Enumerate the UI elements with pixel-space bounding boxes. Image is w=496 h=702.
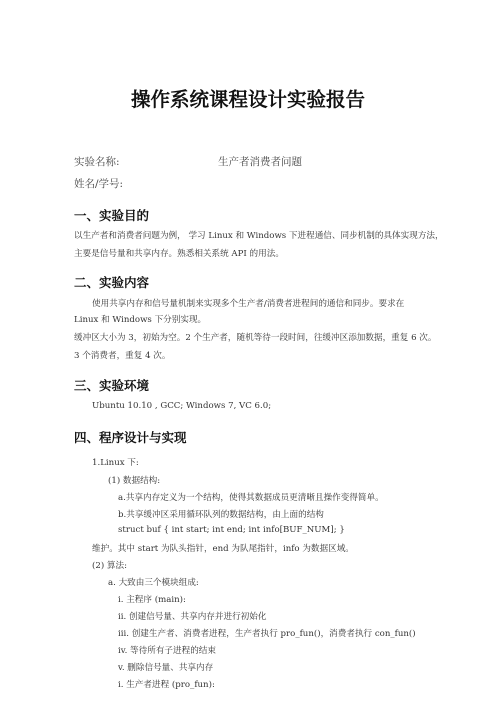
section-heading-content: 二、实验内容 (74, 275, 150, 290)
design-line-producer: i. 生产者进程 (pro_fun): (118, 680, 215, 690)
student-id-label: 姓名/学号: (74, 178, 124, 190)
design-line-maintain: 维护。其中 start 为队头指针，end 为队尾指针，info 为数据区域。 (92, 544, 354, 554)
design-line-modules: a. 大致由三个模块组成: (108, 578, 199, 588)
design-line-delete: v. 删除信号量、共享内存 (118, 663, 214, 673)
content-line-1: 使用共享内存和信号量机制来实现多个生产者/消费者进程间的通信和同步。要求在 (92, 299, 405, 309)
section-heading-environment: 三、实验环境 (74, 378, 150, 393)
experiment-name-label: 实验名称: (74, 156, 120, 168)
section-heading-purpose: 一、实验目的 (74, 208, 150, 223)
design-line-create-sem: ii. 创建信号量、共享内存并进行初始化 (118, 612, 267, 622)
design-line-b: b.共享缓冲区采用循环队列的数据结构，由上面的结构 (118, 510, 324, 520)
content-line-4: 3 个消费者，重复 4 次。 (74, 351, 171, 361)
design-line-create-proc: iii. 创建生产者、消费者进程，生产者执行 pro_fun()，消费者执行 con_fun() (118, 629, 416, 639)
design-line-data-structure: (1) 数据结构: (108, 476, 161, 486)
design-line-algorithm: (2) 算法: (92, 561, 127, 571)
section-heading-design: 四、程序设计与实现 (74, 430, 187, 445)
content-line-3: 缓冲区大小为 3，初始为空。2 个生产者，随机等待一段时间，往缓冲区添加数据，重复 6 次。 (74, 333, 437, 343)
design-line-wait: iv. 等待所有子进程的结束 (118, 646, 216, 656)
design-line-main: i. 主程序 (main): (118, 595, 186, 605)
design-line-linux: 1.Linux 下: (92, 458, 139, 468)
document-title: 操作系统课程设计实验报告 (130, 88, 365, 111)
purpose-line-1: 以生产者和消费者问题为例， 学习 Linux 和 Windows 下进程通信、同步机制的具体实现方法， (74, 231, 444, 241)
content-line-2: Linux 和 Windows 下分别实现。 (74, 315, 207, 325)
design-line-struct: struct buf { int start; int end; int info[BUF_NUM]; } (118, 525, 345, 535)
experiment-name-value: 生产者消费者问题 (218, 156, 302, 168)
purpose-line-2: 主要是信号量和共享内存。熟悉相关系统 API 的用法。 (74, 249, 284, 259)
design-line-a: a.共享内存定义为一个结构，使得其数据成员更清晰且操作变得简单。 (118, 493, 384, 503)
environment-line: Ubuntu 10.10 , GCC; Windows 7, VC 6.0; (92, 401, 272, 411)
